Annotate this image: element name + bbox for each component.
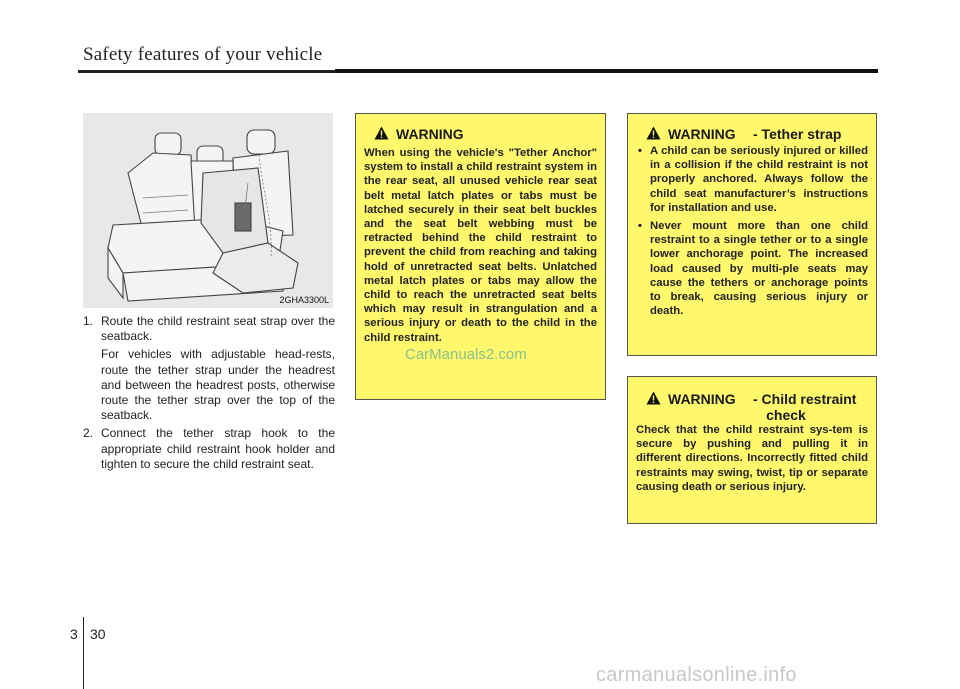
warning-title: WARNING (668, 391, 736, 407)
warning-body: When using the vehicle's "Tether Anchor" system to install a child restraint system in the rear seat, all unused vehicle rear seat belt metal latch plates or tabs must be latched securely in their seat belt buckles and the seat belt webbing must be retracted behind the child restraint to prevent the child from reaching and taking hold of unretracted seat belts. Unlatched metal latch plates or tabs may allow the child to reach the unretracted seat belts which may result in strangulation and a serious injury or death to the child in the child restraint. (364, 147, 597, 344)
warning-triangle-icon (646, 126, 661, 140)
bullet-icon: • (638, 220, 642, 233)
warning-box-restraint-check (627, 376, 877, 524)
warning-triangle-icon (646, 391, 661, 405)
step-1-note: For vehicles with adjustable head-rests, route the tether strap under the headrest and between the headrest posts, otherwise route the tether strap over the top of the seatback. (101, 347, 335, 423)
bullet-text: Never mount more than one child restraint to a single tether or to a single lower anchorage point. The increased load caused by multi-ple seats may cause the tethers or anchorage points to break, causing serious injury or death. (650, 220, 868, 318)
bullet-text: A child can be seriously injured or killed in a collision if the child restraint is not properly anchored. Always follow the child seat manufacturer’s instructions for installation and use. (650, 145, 868, 214)
warning-title: WARNING (668, 126, 736, 142)
list-item (636, 144, 868, 215)
step-text: Route the child restraint seat strap over the seatback. (101, 314, 335, 344)
instruction-steps (83, 314, 335, 472)
warning-triangle-icon (374, 126, 389, 140)
warning-heading (636, 124, 868, 144)
step-2 (83, 426, 335, 472)
seat-illustration (83, 113, 333, 308)
step-1 (83, 314, 335, 344)
footer-rule (83, 617, 84, 689)
step-number: 1. (83, 314, 94, 328)
footer-watermark: carmanualsonline.info (596, 664, 797, 686)
page-number: 30 (90, 626, 106, 642)
warning-body: Check that the child restraint sys-tem is secure by pushing and pulling it in different directions. Incorrectly fitted child restraints may swing, twist, tip or separate causing death or serious injury. (636, 424, 868, 493)
rear-seat-child-restraint-illustration (83, 113, 333, 308)
list-item (636, 219, 868, 318)
page-title: Safety features of your vehicle (83, 44, 323, 65)
warning-bullets (636, 144, 868, 318)
warning-box-tether-strap (627, 113, 877, 356)
section-number: 3 (70, 626, 78, 642)
warning-subtitle: - Child restraint (753, 391, 857, 407)
warning-heading (636, 389, 868, 421)
header-rule-accent (335, 69, 878, 73)
warning-subtitle: - Tether strap (753, 126, 842, 142)
bullet-icon: • (638, 145, 642, 157)
watermark-carmanuals: CarManuals2.com (405, 346, 527, 363)
warning-title: WARNING (396, 126, 464, 142)
warning-heading (364, 126, 597, 146)
step-number: 2. (83, 426, 94, 441)
step-text: Connect the tether strap hook to the appropriate child restraint hook holder and tighten to secure the child restraint seat. (101, 426, 335, 471)
illustration-code: 2GHA3300L (279, 295, 329, 305)
warning-subtitle-cont: check (766, 407, 806, 423)
